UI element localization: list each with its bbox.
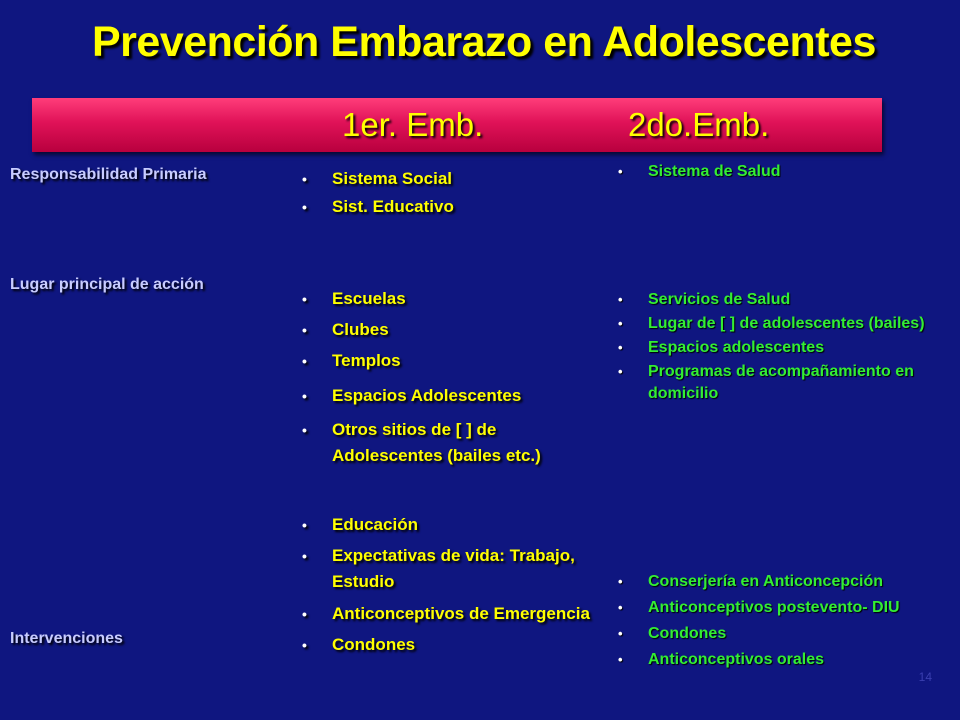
bullet-icon: • <box>302 606 307 622</box>
bullet-icon: • <box>618 292 623 307</box>
list-item: • Anticonceptivos de Emergencia <box>296 601 616 627</box>
list-item: • Sistema de Salud <box>612 161 957 183</box>
bullet-icon: • <box>302 171 307 187</box>
bullet-icon: • <box>302 388 307 404</box>
list-item: • Condones <box>612 623 957 645</box>
list-item: • Anticonceptivos orales <box>612 649 957 671</box>
row-label-responsabilidad: Responsabilidad Primaria <box>10 166 207 183</box>
bullet-icon: • <box>302 637 307 653</box>
column-header-2do-emb: 2do.Emb. <box>628 106 770 143</box>
list-item: • Lugar de [ ] de adolescentes (bailes) <box>612 313 957 335</box>
bullet-icon: • <box>302 199 307 215</box>
row3-col2-list <box>612 571 957 671</box>
list-item: • Sistema Social <box>296 166 616 192</box>
bullet-icon: • <box>302 353 307 369</box>
bullet-icon: • <box>618 652 623 667</box>
row-label-intervenciones: Intervenciones <box>10 630 123 647</box>
list-item: • Servicios de Salud <box>612 289 957 311</box>
page-title: Prevención Embarazo en Adolescentes <box>92 18 876 66</box>
column-header-1er-emb: 1er. Emb. <box>342 106 484 143</box>
bullet-icon: • <box>618 316 623 331</box>
row2-col2-list <box>612 289 957 405</box>
bullet-icon: • <box>618 600 623 615</box>
list-item: • Anticonceptivos postevento- DIU <box>612 597 957 619</box>
list-item: • Espacios Adolescentes <box>296 383 616 409</box>
list-item: • Sist. Educativo <box>296 194 616 220</box>
bullet-icon: • <box>618 364 623 379</box>
list-item: • Expectativas de vida: Trabajo, Estudio <box>296 543 607 595</box>
list-item: • Otros sitios de [ ] de Adolescentes (bailes etc.) <box>296 417 592 469</box>
bullet-icon: • <box>618 574 623 589</box>
list-item: • Escuelas <box>296 286 616 312</box>
list-item: • Conserjería en Anticoncepción <box>612 571 957 593</box>
bullet-icon: • <box>302 548 307 564</box>
row3-col1-list <box>296 512 616 658</box>
bullet-icon: • <box>302 291 307 307</box>
row1-col1-list <box>296 166 616 220</box>
row-label-lugar: Lugar principal de acción <box>10 276 204 293</box>
list-item: • Espacios adolescentes <box>612 337 957 359</box>
bullet-icon: • <box>302 322 307 338</box>
page-number: 14 <box>918 670 932 684</box>
row2-col1-list <box>296 286 616 469</box>
bullet-icon: • <box>618 626 623 641</box>
row1-col2-list <box>612 161 957 183</box>
bullet-icon: • <box>618 340 623 355</box>
list-item: • Educación <box>296 512 616 538</box>
bullet-icon: • <box>302 517 307 533</box>
list-item: • Templos <box>296 348 616 374</box>
bullet-icon: • <box>618 164 623 179</box>
list-item: • Clubes <box>296 317 616 343</box>
bullet-icon: • <box>302 422 307 438</box>
list-item: • Programas de acompañamiento en domicilio <box>618 363 914 402</box>
list-item: • Condones <box>296 632 616 658</box>
